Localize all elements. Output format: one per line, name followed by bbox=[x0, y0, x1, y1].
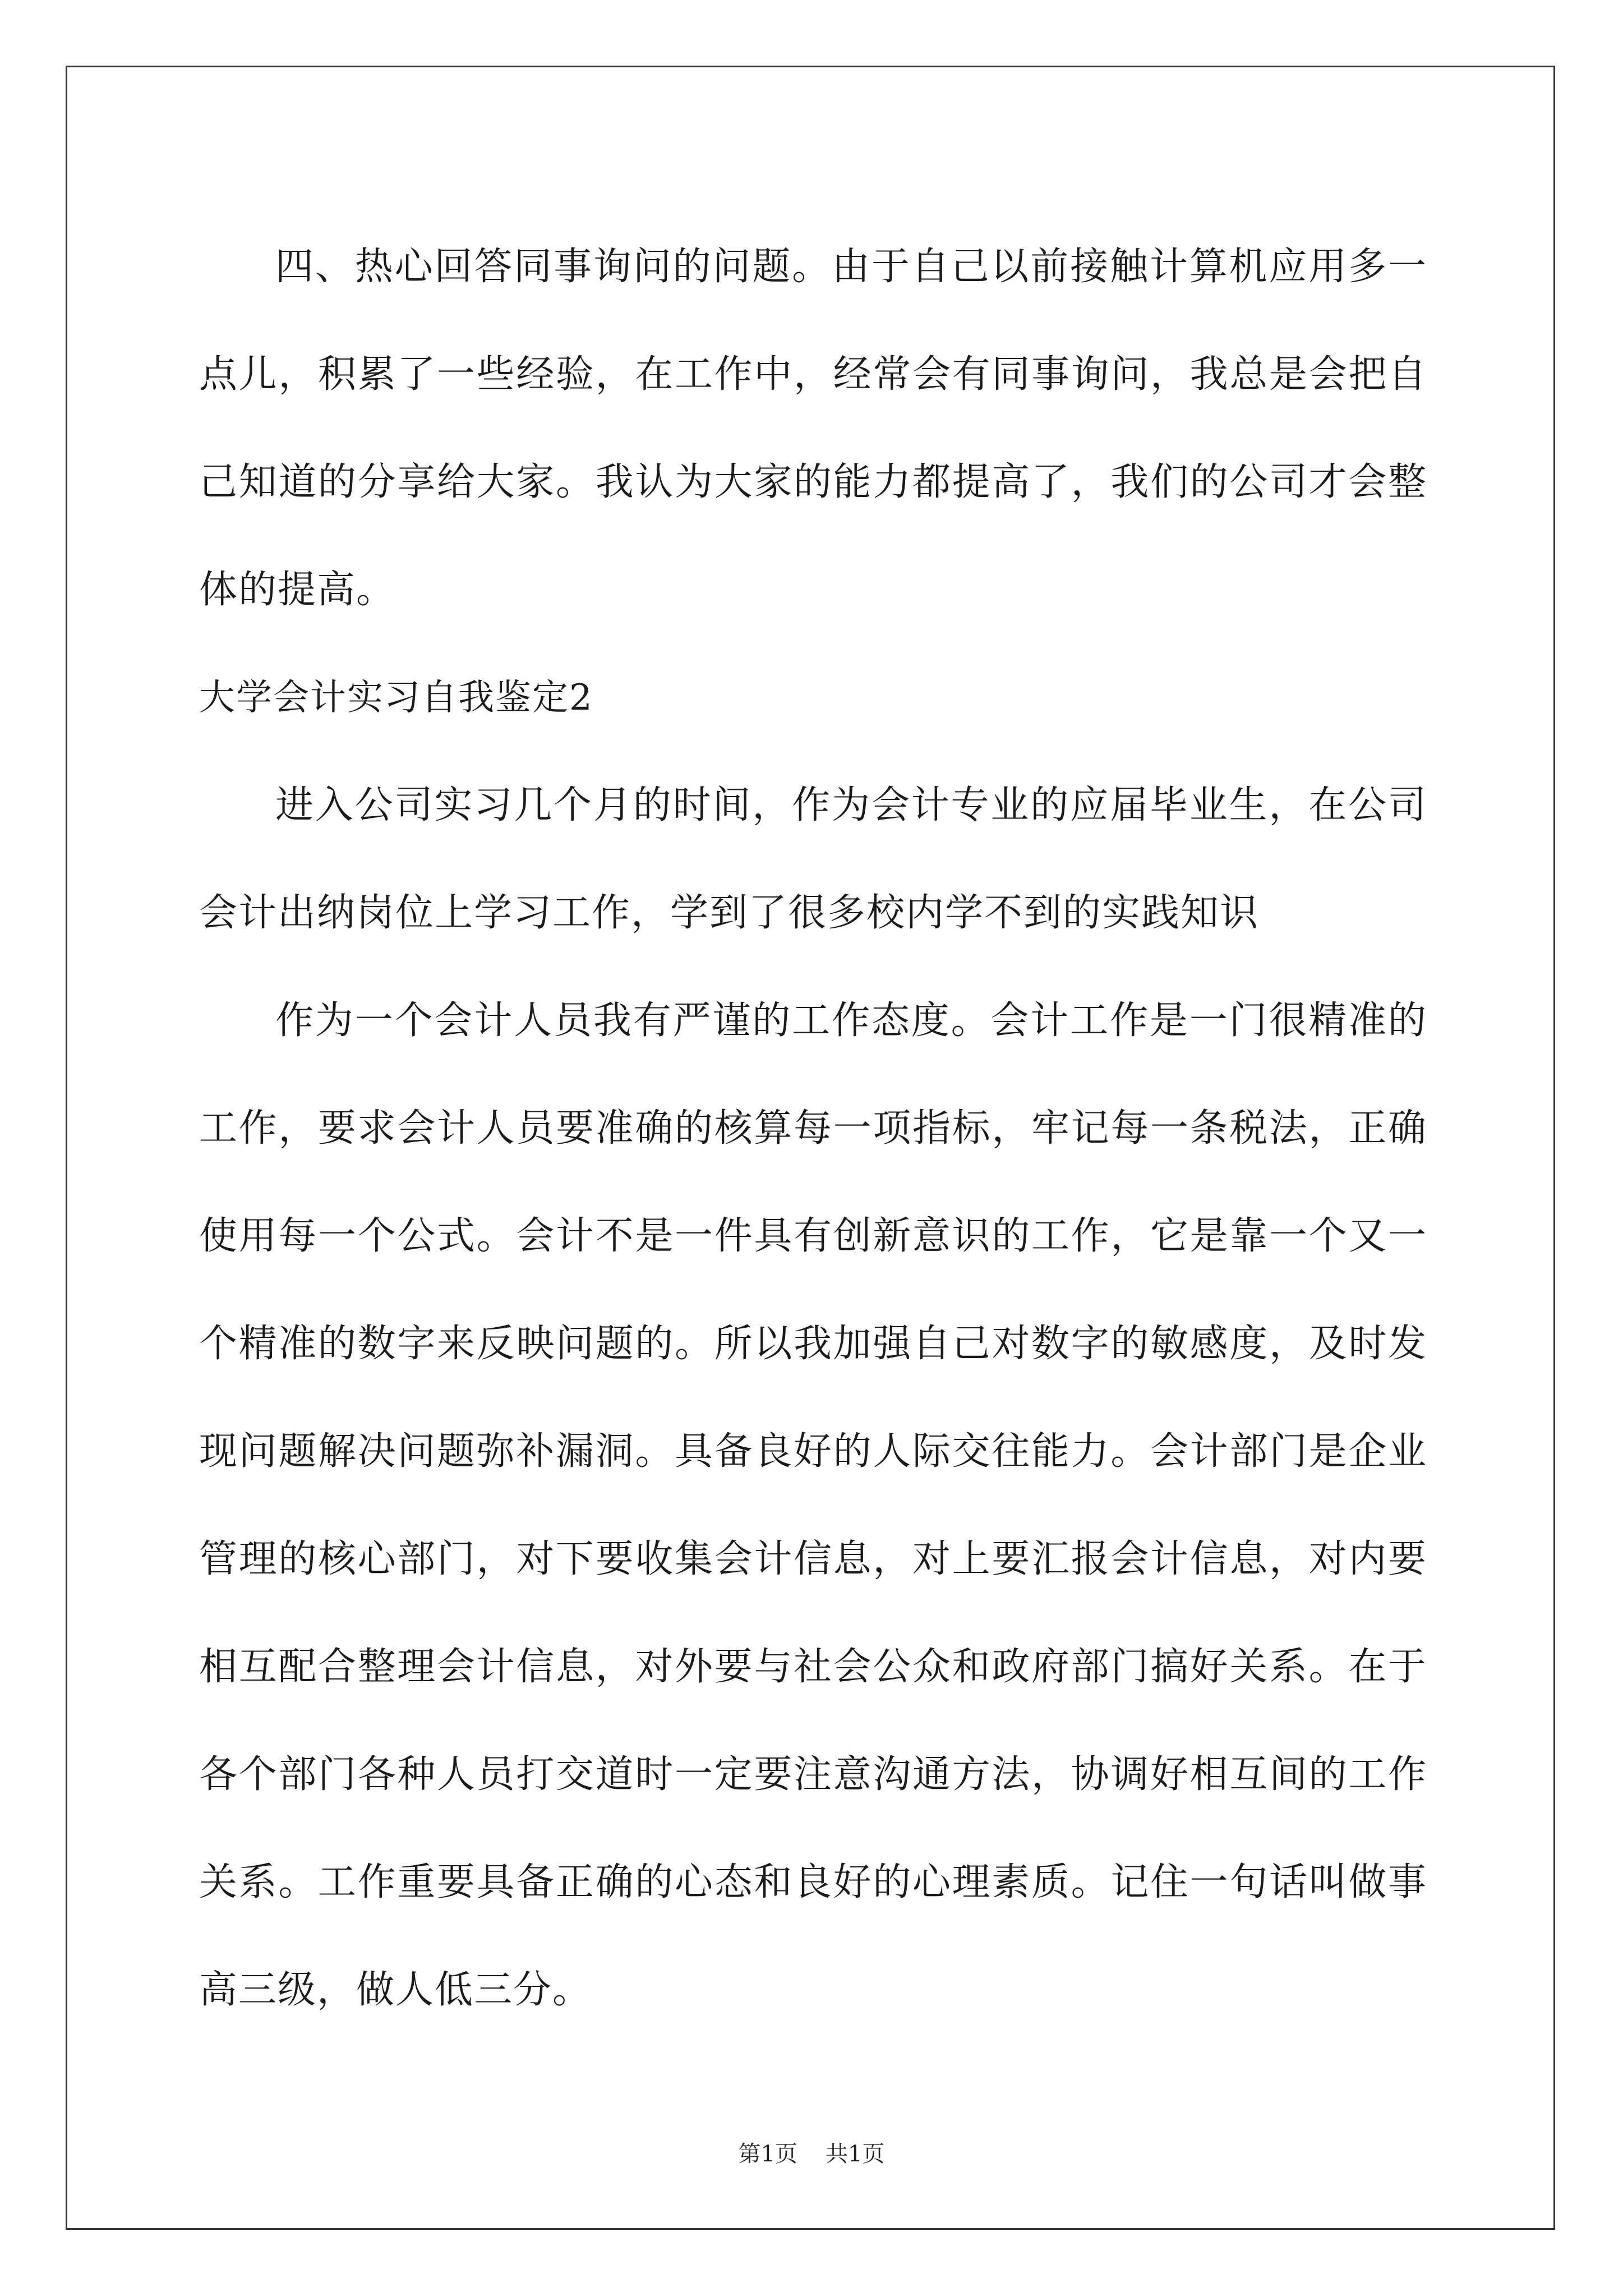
document-body bbox=[199, 213, 1427, 2044]
page-footer bbox=[0, 2136, 1623, 2168]
page-number-current: 第1页 bbox=[738, 2141, 797, 2167]
paragraph-answer-questions: 四、热心回答同事询问的问题。由于自己以前接触计算机应用多一点儿，积累了一些经验，在工作中，经常会有同事询问，我总是会把自己知道的分享给大家。我认为大家的能力都提高了，我们的公司才会整体的提高。 bbox=[199, 245, 1427, 612]
page-number-total: 共1页 bbox=[826, 2141, 885, 2167]
section-title: 大学会计实习自我鉴定2 bbox=[199, 677, 593, 719]
paragraph-work-attitude: 作为一个会计人员我有严谨的工作态度。会计工作是一门很精准的工作，要求会计人员要准确的核算每一项指标，牢记每一条税法，正确使用每一个公式。会计不是一件具有创新意识的工作，它是靠一个又一个精准的数字来反映问题的。所以我加强自己对数字的敏感度，及时发现问题解决问题弥补漏洞。具备良好的人际交往能力。会计部门是企业管理的核心部门，对下要收集会计信息，对上要汇报会计信息，对内要相互配合整理会计信息，对外要与社会公众和政府部门搞好关系。在于各个部门各种人员打交道时一定要注意沟通方法，协调好相互间的工作关系。工作重要具备正确的心态和良好的心理素质。记住一句话叫做事高三级，做人低三分。 bbox=[199, 999, 1427, 2012]
paragraph-internship-intro: 进入公司实习几个月的时间，作为会计专业的应届毕业生，在公司会计出纳岗位上学习工作，学到了很多校内学不到的实践知识 bbox=[199, 783, 1427, 935]
